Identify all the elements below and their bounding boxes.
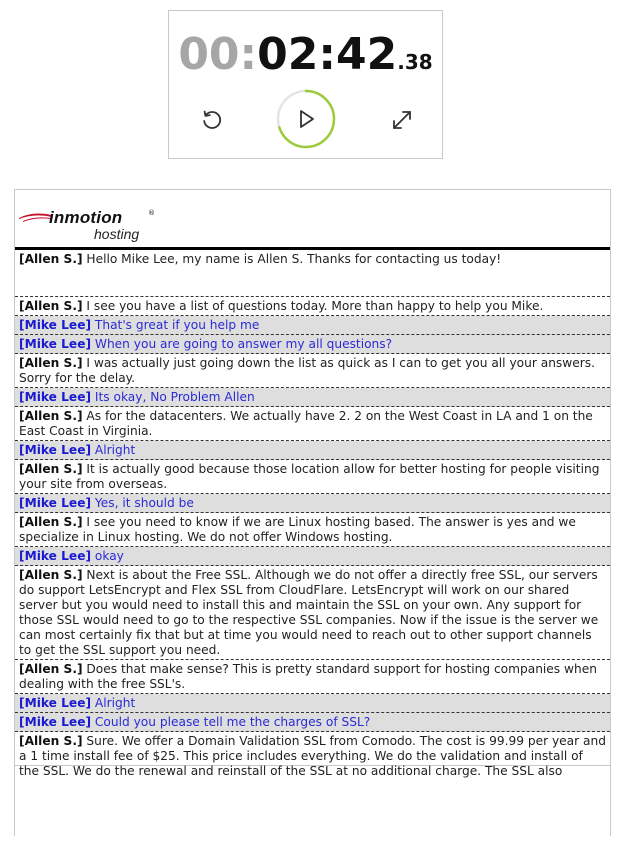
stopwatch-minutes: 02	[257, 29, 319, 80]
stopwatch-seconds: 42	[336, 29, 398, 80]
reset-icon	[200, 108, 224, 132]
message-author: [Mike Lee]	[19, 337, 92, 351]
message-text: I see you need to know if we are Linux hosting based. The answer is yes and we specialize in Linux hosting. We do not offer Windows hosting.	[19, 515, 576, 544]
stopwatch-centiseconds: 38	[404, 50, 433, 74]
chat-message	[15, 441, 610, 460]
message-author: [Mike Lee]	[19, 443, 92, 457]
message-text: That's great if you help me	[91, 318, 260, 332]
message-author: [Mike Lee]	[19, 549, 92, 563]
expand-button[interactable]	[387, 105, 417, 135]
message-author: [Allen S.]	[19, 662, 83, 676]
message-author: [Allen S.]	[19, 356, 83, 370]
chat-message	[15, 460, 610, 494]
stopwatch-decimal: .	[397, 50, 405, 74]
message-author: [Allen S.]	[19, 568, 83, 582]
chat-message	[15, 316, 610, 335]
stopwatch-separator: :	[318, 29, 336, 80]
stopwatch-widget	[168, 10, 443, 159]
chat-message	[15, 407, 610, 441]
message-text: It is actually good because those location allow for better hosting for people visiting your site from overseas.	[19, 462, 600, 491]
message-text: I see you have a list of questions today. More than happy to help you Mike.	[82, 299, 544, 313]
logo-subtitle: hosting	[94, 226, 140, 242]
message-author: [Allen S.]	[19, 734, 83, 748]
message-text: Could you please tell me the charges of SSL?	[91, 715, 371, 729]
swoosh-icon	[19, 212, 53, 222]
chat-message	[15, 694, 610, 713]
message-text: Yes, it should be	[91, 496, 194, 510]
play-button[interactable]	[276, 89, 336, 149]
inmotion-hosting-logo	[19, 206, 159, 246]
message-author: [Allen S.]	[19, 409, 83, 423]
logo-wordmark: inmotion	[49, 208, 123, 227]
message-text: As for the datacenters. We actually have 2. 2 on the West Coast in LA and 1 on the East Coast in Virginia.	[19, 409, 593, 438]
message-text: Alright	[91, 443, 136, 457]
chat-message	[15, 297, 610, 316]
message-author: [Allen S.]	[19, 462, 83, 476]
chat-message	[15, 547, 610, 566]
stopwatch-hours: 00	[178, 29, 240, 80]
message-text: Alright	[91, 696, 136, 710]
chat-message	[15, 713, 610, 732]
play-icon	[301, 111, 313, 127]
progress-ring	[276, 89, 336, 149]
message-text: I was actually just going down the list as quick as I can to get you all your answers. Sorry for the delay.	[19, 356, 595, 385]
chat-message	[15, 335, 610, 354]
chat-message	[15, 354, 610, 388]
message-text: Sure. We offer a Domain Validation SSL from Comodo. The cost is 99.99 per year and a 1 time install fee of $25. This price includes everything. We do the validation and install of the SSL. We do the renewal and reinstall of the SSL at no additional charge. The SSL also	[19, 734, 606, 778]
chat-message	[15, 388, 610, 407]
message-text: okay	[91, 549, 124, 563]
message-author: [Allen S.]	[19, 299, 83, 313]
message-author: [Mike Lee]	[19, 318, 92, 332]
message-text: When you are going to answer my all questions?	[91, 337, 393, 351]
chat-message	[15, 566, 610, 660]
reset-button[interactable]	[197, 105, 227, 135]
expand-icon	[390, 108, 414, 132]
message-author: [Mike Lee]	[19, 715, 92, 729]
message-author: [Mike Lee]	[19, 496, 92, 510]
stopwatch-display	[169, 29, 442, 80]
message-text: Does that make sense? This is pretty standard support for hosting companies when dealing with the free SSL's.	[19, 662, 597, 691]
message-list	[15, 250, 610, 778]
chat-message	[15, 660, 610, 694]
chat-message	[15, 250, 610, 297]
message-text: Hello Mike Lee, my name is Allen S. Thanks for contacting us today!	[82, 252, 502, 266]
message-author: [Allen S.]	[19, 515, 83, 529]
message-text: Next is about the Free SSL. Although we do not offer a directly free SSL, our servers do support LetsEncrypt and Flex SSL from CloudFlare. LetsEncrypt will work on our shared server but you would need to install this and maintain the SSL on your own. Any support for those SSL would need to go to the respective SSL companies. Now if the issue is the server we can most certainly fix that but at time you would need to reach out to other support channels to get the SSL support you need.	[19, 568, 599, 657]
stopwatch-separator: :	[239, 29, 258, 80]
chat-message	[15, 513, 610, 547]
chat-message	[15, 494, 610, 513]
message-text: Its okay, No Problem Allen	[91, 390, 255, 404]
chat-input-area[interactable]	[15, 786, 610, 836]
message-author: [Mike Lee]	[19, 696, 92, 710]
chat-transcript	[14, 189, 611, 836]
chat-message	[15, 732, 610, 778]
message-author: [Mike Lee]	[19, 390, 92, 404]
logo-registered-mark: ®	[148, 209, 155, 217]
message-author: [Allen S.]	[19, 252, 83, 266]
